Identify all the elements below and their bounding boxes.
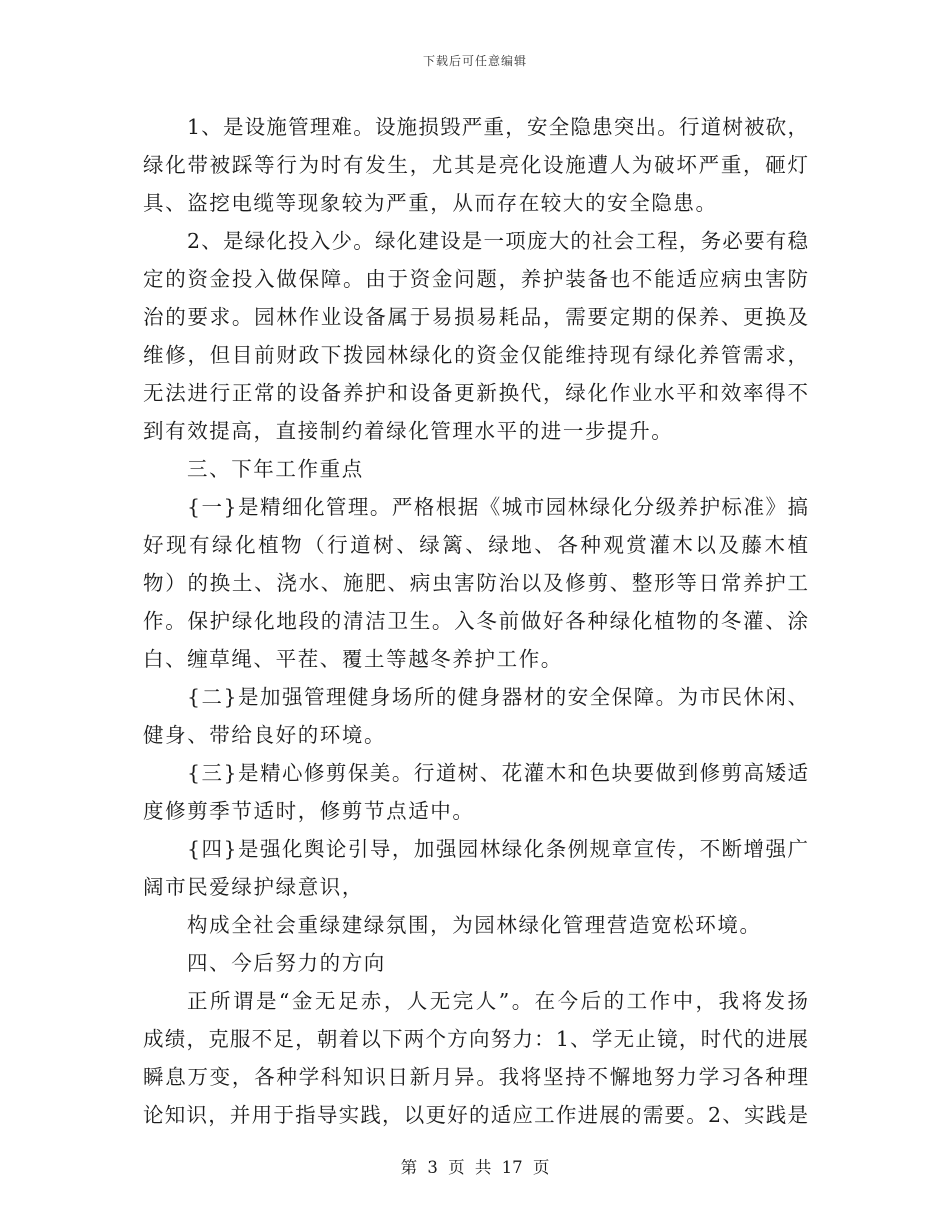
page-header: 下载后可任意编辑 <box>422 54 527 68</box>
section-heading: 四、今后努力的方向 <box>187 951 386 975</box>
text-line: {二}是加强管理健身场所的健身器材的安全保障。为市民休闲、 <box>187 685 808 709</box>
section-heading: 三、下年工作重点 <box>187 457 364 481</box>
text-line: 度修剪季节适时，修剪节点适中。 <box>143 799 475 823</box>
text-line: 1、是设施管理难。设施损毁严重，安全隐患突出。行道树被砍， <box>187 115 808 139</box>
text-line: 健身、带给良好的环境。 <box>143 723 387 747</box>
text-line: 瞬息万变，各种学科知识日新月异。我将坚持不懈地努力学习各种理 <box>143 1065 808 1089</box>
text-line: {四}是强化舆论引导，加强园林绿化条例规章宣传，不断增强广 <box>187 837 808 861</box>
document-body <box>143 108 808 1134</box>
text-line: 定的资金投入做保障。由于资金问题，养护装备也不能适应病虫害防 <box>143 267 808 291</box>
text-line: 到有效提高，直接制约着绿化管理水平的进一步提升。 <box>143 419 674 443</box>
text-line: {三}是精心修剪保美。行道树、花灌木和色块要做到修剪高矮适 <box>187 761 808 785</box>
text-line: {一}是精细化管理。严格根据《城市园林绿化分级养护标准》搞 <box>187 495 808 519</box>
text-line: 绿化带被踩等行为时有发生，尤其是亮化设施遭人为破坏严重，砸灯 <box>143 153 808 177</box>
text-line: 好现有绿化植物（行道树、绿篱、绿地、各种观赏灌木以及藤木植 <box>143 533 808 557</box>
text-line: 具、盗挖电缆等现象较为严重，从而存在较大的安全隐患。 <box>143 191 718 215</box>
text-line: 维修，但目前财政下拨园林绿化的资金仅能维持现有绿化养管需求， <box>143 343 808 367</box>
text-line: 构成全社会重绿建绿氛围，为园林绿化管理营造宽松环境。 <box>187 913 762 937</box>
text-line: 作。保护绿化地段的清洁卫生。入冬前做好各种绿化植物的冬灌、涂 <box>143 609 808 633</box>
text-line: 物）的换土、浇水、施肥、病虫害防治以及修剪、整形等日常养护工 <box>143 571 808 595</box>
text-line: 成绩，克服不足，朝着以下两个方向努力：1、学无止镜，时代的进展 <box>143 1027 808 1051</box>
text-line: 无法进行正常的设备养护和设备更新换代，绿化作业水平和效率得不 <box>143 381 808 405</box>
page-footer: 第 3 页 共 17 页 <box>400 1158 550 1177</box>
text-line: 阔市民爱绿护绿意识， <box>143 875 364 899</box>
text-line: 正所谓是“金无足赤，人无完人”。在今后的工作中，我将发扬 <box>187 989 808 1013</box>
text-line: 治的要求。园林作业设备属于易损易耗品，需要定期的保养、更换及 <box>143 305 808 329</box>
text-line: 白、缠草绳、平茬、覆土等越冬养护工作。 <box>143 647 563 671</box>
text-line: 论知识，并用于指导实践，以更好的适应工作进展的需要。2、实践是 <box>143 1103 808 1127</box>
text-line: 2、是绿化投入少。绿化建设是一项庞大的社会工程，务必要有稳 <box>187 229 808 253</box>
